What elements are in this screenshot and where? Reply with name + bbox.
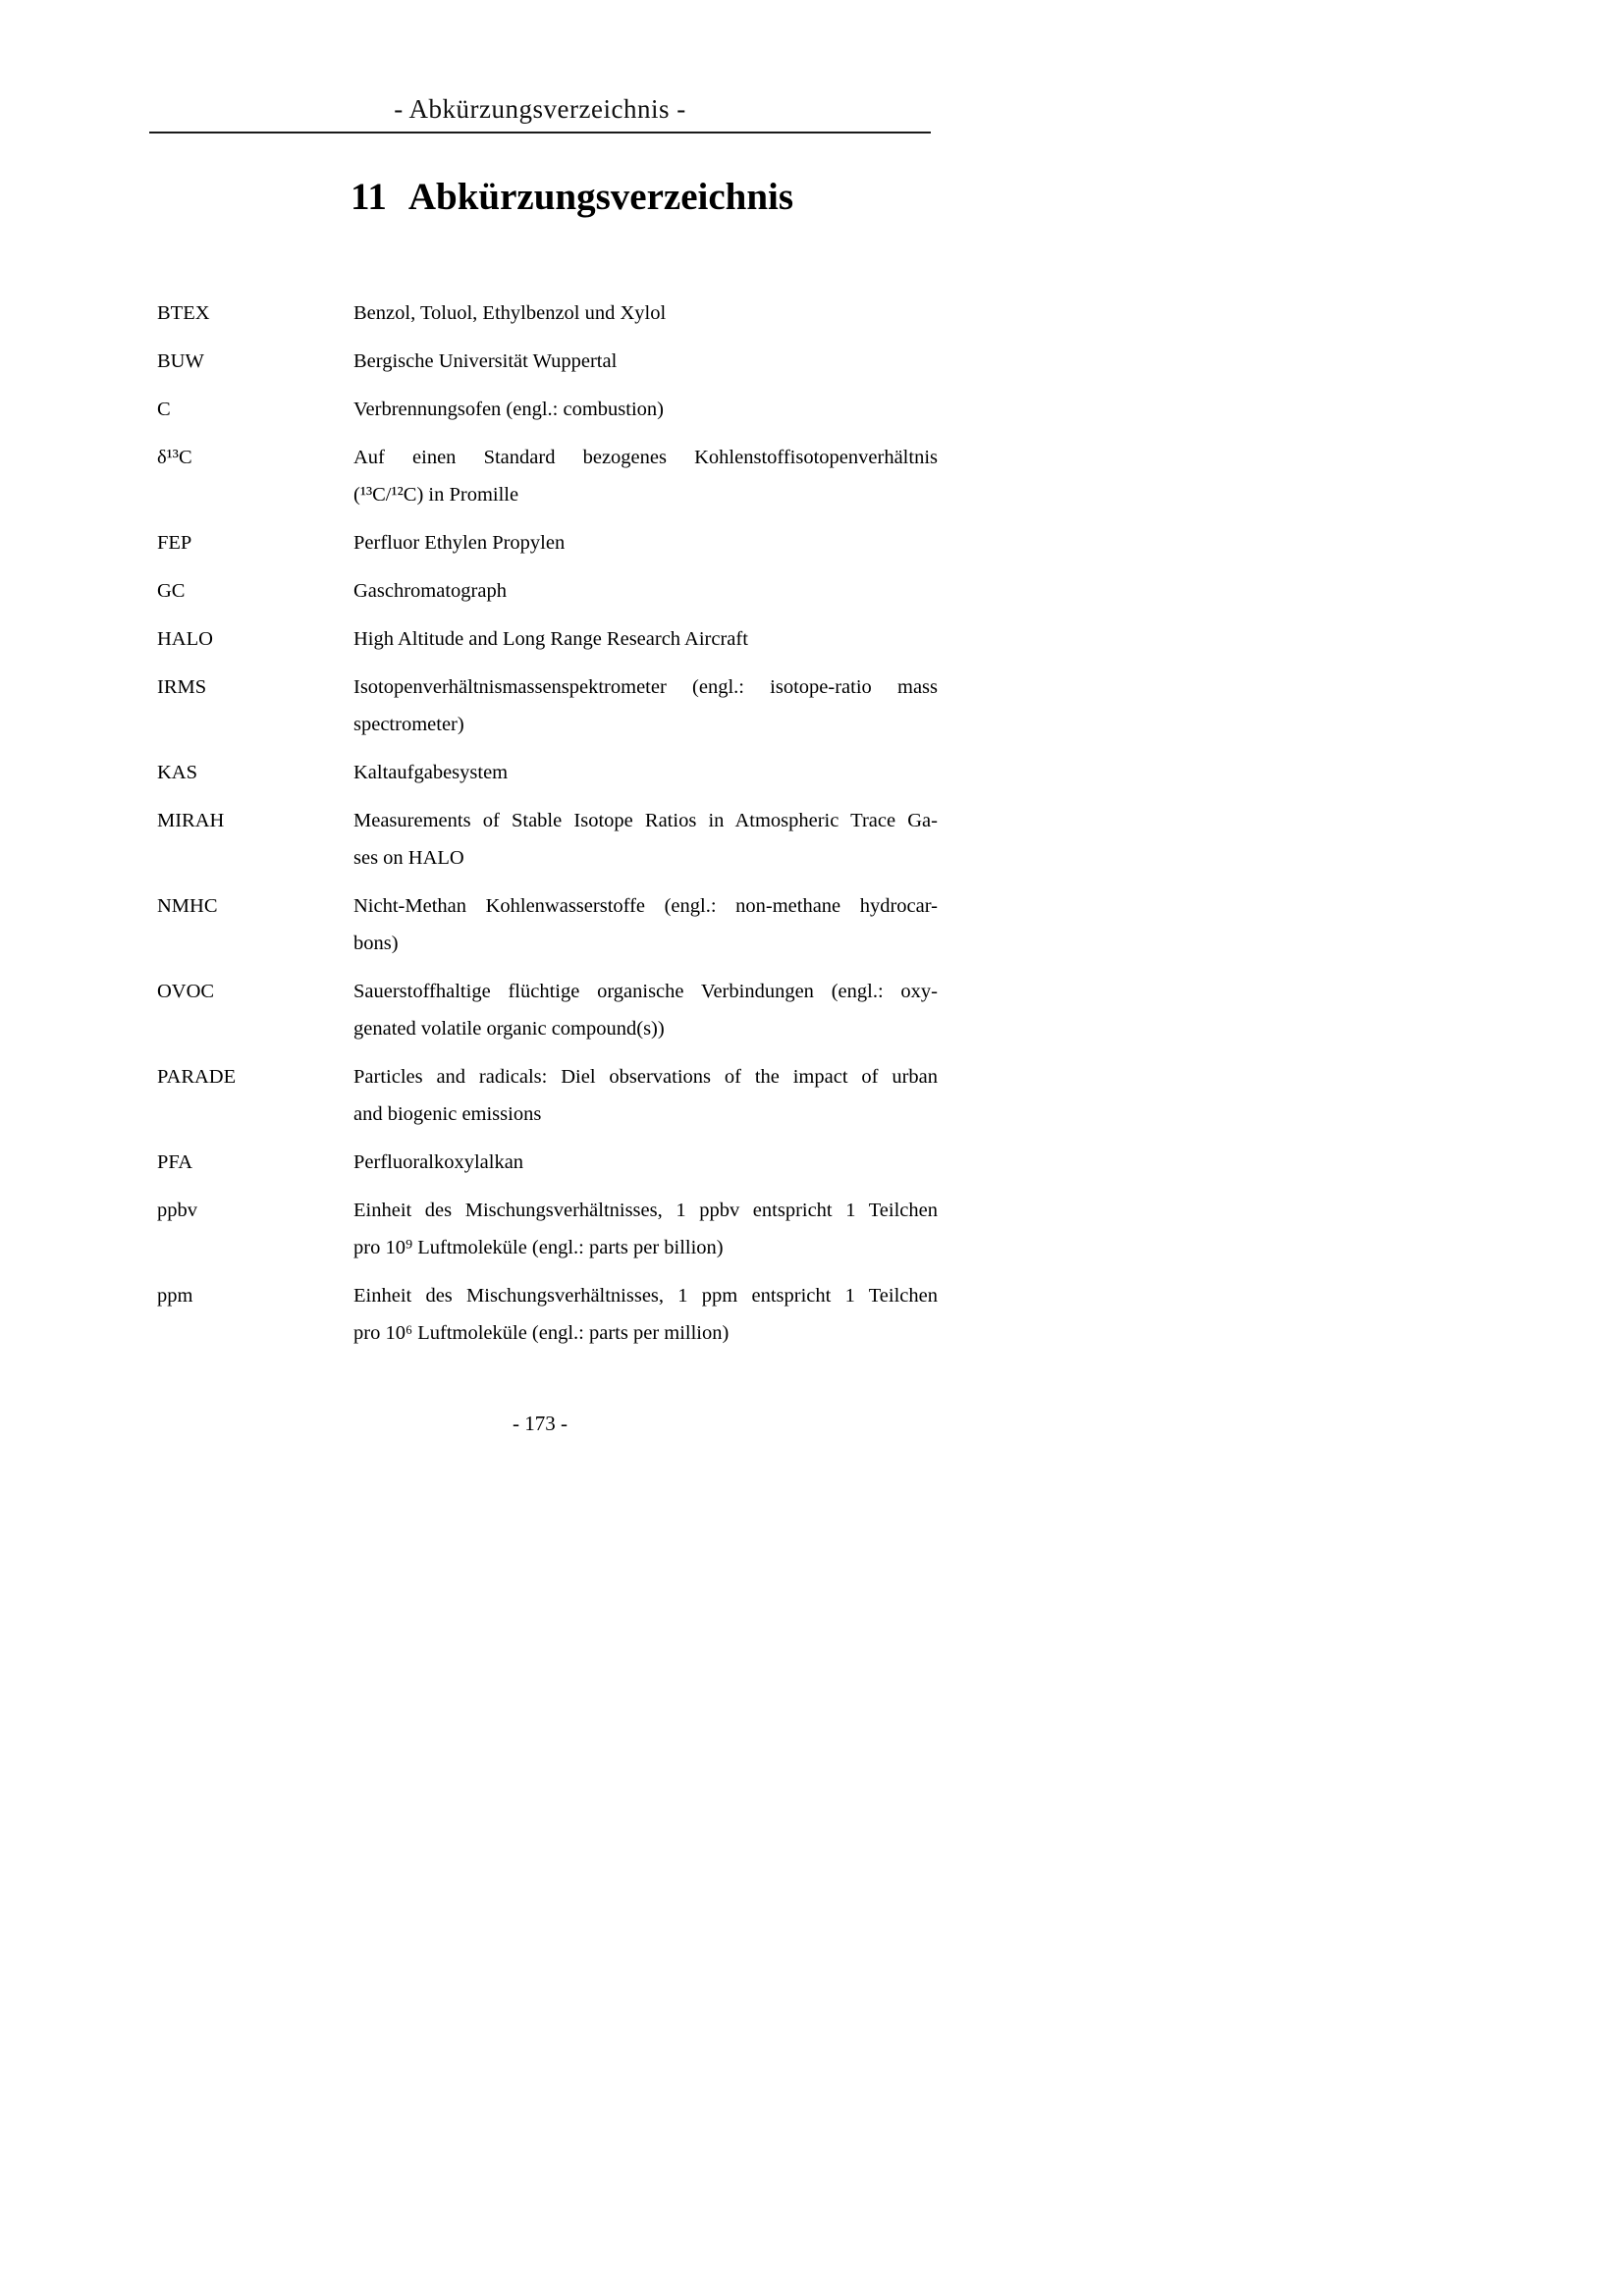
abbreviation-definition: [353, 294, 938, 332]
abbreviation-definition: [353, 391, 938, 428]
definition-line: Auf einen Standard bezogenes Kohlenstoffisotopenverhältnis: [353, 447, 938, 468]
definition-line: Benzol, Toluol, Ethylbenzol und Xylol: [353, 302, 667, 324]
abbreviation-entry: [157, 391, 938, 428]
abbreviation-entry: [157, 343, 938, 380]
definition-line: Perfluor Ethylen Propylen: [353, 532, 566, 554]
abbreviation-definition: [353, 1058, 938, 1133]
abbreviation-list: [157, 294, 938, 1362]
abbreviation-definition: [353, 973, 938, 1047]
abbreviation-entry: [157, 887, 938, 962]
definition-line: Gaschromatograph: [353, 580, 507, 602]
abbreviation-term: KAS: [157, 762, 198, 783]
abbreviation-entry: [157, 1058, 938, 1133]
abbreviation-entry: [157, 754, 938, 791]
abbreviation-term: HALO: [157, 628, 213, 650]
definition-line: genated volatile organic compound(s)): [353, 1018, 665, 1040]
abbreviation-definition: [353, 1192, 938, 1266]
abbreviation-definition: [353, 343, 938, 380]
definition-line: Einheit des Mischungsverhältnisses, 1 ppm entspricht 1 Teilchen: [353, 1285, 938, 1307]
abbreviation-entry: [157, 620, 938, 658]
definition-line: Bergische Universität Wuppertal: [353, 350, 618, 372]
page-number: - 173 -: [513, 1412, 568, 1435]
abbreviation-definition: [353, 1277, 938, 1352]
abbreviation-term: PFA: [157, 1151, 193, 1173]
abbreviation-definition: [353, 1144, 938, 1181]
abbreviation-term: BTEX: [157, 302, 210, 324]
chapter-title: [351, 175, 793, 219]
abbreviation-definition: [353, 572, 938, 610]
abbreviation-definition: [353, 524, 938, 561]
definition-line: pro 10⁹ Luftmoleküle (engl.: parts per billion): [353, 1237, 724, 1258]
definition-line: and biogenic emissions: [353, 1103, 542, 1125]
abbreviation-term: FEP: [157, 532, 192, 554]
definition-line: ses on HALO: [353, 847, 464, 869]
definition-line: High Altitude and Long Range Research Aircraft: [353, 628, 748, 650]
abbreviation-entry: [157, 1144, 938, 1181]
definition-line: Kaltaufgabesystem: [353, 762, 509, 783]
definition-line: bons): [353, 933, 399, 954]
abbreviation-definition: [353, 439, 938, 513]
abbreviation-definition: [353, 754, 938, 791]
abbreviation-term: MIRAH: [157, 810, 225, 831]
abbreviation-entry: [157, 1192, 938, 1266]
definition-line: Einheit des Mischungsverhältnisses, 1 ppbv entspricht 1 Teilchen: [353, 1200, 938, 1221]
abbreviation-entry: [157, 802, 938, 877]
abbreviation-definition: [353, 802, 938, 877]
definition-line: Isotopenverhältnismassenspektrometer (engl.: isotope-ratio mass: [353, 676, 938, 698]
abbreviation-entry: [157, 668, 938, 743]
abbreviation-definition: [353, 620, 938, 658]
abbreviation-entry: [157, 973, 938, 1047]
abbreviation-entry: [157, 572, 938, 610]
abbreviation-definition: [353, 668, 938, 743]
abbreviation-term: ppm: [157, 1285, 193, 1307]
chapter-number: 11: [351, 176, 387, 218]
definition-line: Sauerstoffhaltige flüchtige organische Verbindungen (engl.: oxy-: [353, 981, 938, 1002]
abbreviation-entry: [157, 524, 938, 561]
abbreviation-term: GC: [157, 580, 186, 602]
definition-line: Perfluoralkoxylalkan: [353, 1151, 524, 1173]
definition-line: Nicht-Methan Kohlenwasserstoffe (engl.: non-methane hydrocar-: [353, 895, 938, 917]
definition-line: Particles and radicals: Diel observations of the impact of urban: [353, 1066, 938, 1088]
abbreviation-term: δ¹³C: [157, 447, 192, 468]
header-rule-divider: [149, 132, 931, 133]
chapter-title-text: Abkürzungsverzeichnis: [407, 176, 794, 218]
definition-line: Measurements of Stable Isotope Ratios in Atmospheric Trace Ga-: [353, 810, 938, 831]
abbreviation-term: PARADE: [157, 1066, 237, 1088]
running-header: - Abkürzungsverzeichnis -: [394, 94, 686, 124]
abbreviation-entry: [157, 439, 938, 513]
abbreviation-definition: [353, 887, 938, 962]
abbreviation-entry: [157, 294, 938, 332]
definition-line: Verbrennungsofen (engl.: combustion): [353, 399, 664, 420]
abbreviation-term: OVOC: [157, 981, 215, 1002]
definition-line: (¹³C/¹²C) in Promille: [353, 484, 519, 506]
definition-line: pro 10⁶ Luftmoleküle (engl.: parts per million): [353, 1322, 730, 1344]
abbreviation-term: NMHC: [157, 895, 218, 917]
abbreviation-term: ppbv: [157, 1200, 197, 1221]
abbreviation-term: IRMS: [157, 676, 207, 698]
abbreviation-term: BUW: [157, 350, 204, 372]
abbreviation-entry: [157, 1277, 938, 1352]
definition-line: spectrometer): [353, 714, 464, 735]
abbreviation-term: C: [157, 399, 171, 420]
